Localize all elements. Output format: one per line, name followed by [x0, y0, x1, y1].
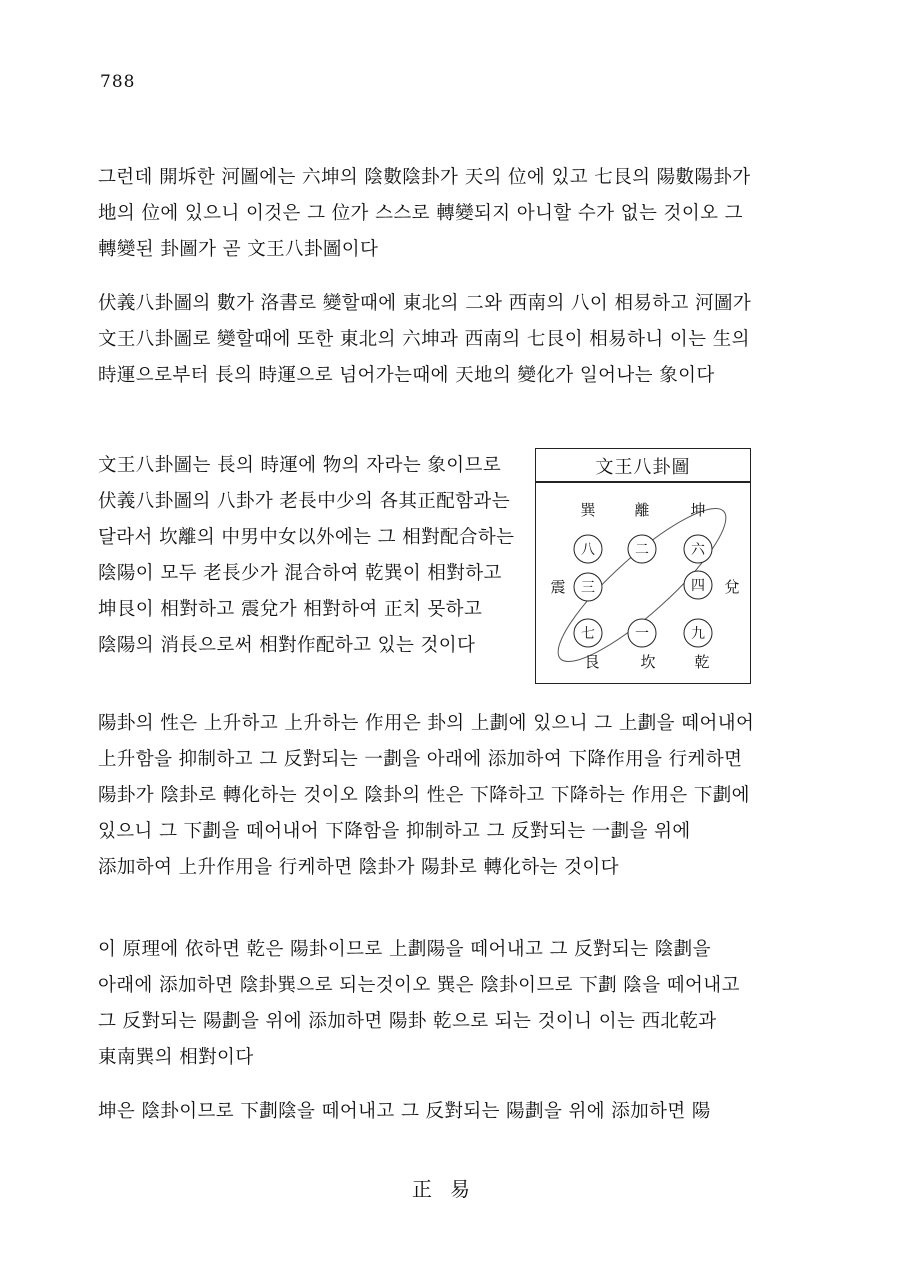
circle-middle-left: [574, 573, 602, 601]
circle-top-left: [574, 535, 602, 563]
circle-top-middle-numeral: 二: [635, 542, 649, 558]
circle-middle-left-numeral: 三: [581, 580, 595, 596]
circle-bottom-middle: [628, 619, 656, 647]
paragraph-6: 坤은 陰卦이므로 下劃陰을 떼어내고 그 反對되는 陽劃을 위에 添加하면 陽: [98, 1101, 711, 1122]
paragraph-5: 이 原理에 依하면 乾은 陽卦이므로 上劃陽을 떼어내고 그 反對되는 陰劃을 아래에 添加하면 陰卦巽으로 되는것이오 巽은 陰卦이므로 下劃 陰을 떼어내고 그 反對되는 陽劃을 위에 添加하면 陽卦 乾으로 되는 것이니 이는 西北乾과 東南巽의 相對이다: [98, 939, 740, 1068]
circle-bottom-left-numeral: 七: [581, 626, 595, 642]
circle-top-left-numeral: 八: [581, 542, 595, 558]
label-li: 離: [634, 501, 650, 519]
circle-bottom-right-numeral: 九: [691, 626, 705, 642]
circle-middle-right: [684, 571, 712, 599]
circle-bottom-right: [684, 619, 712, 647]
label-gen: 艮: [584, 653, 600, 671]
circle-top-right: [684, 535, 712, 563]
label-xun: 巽: [580, 501, 596, 519]
page-number: 788: [100, 72, 136, 92]
diagram-figure: [536, 449, 750, 683]
circle-top-middle: [628, 535, 656, 563]
label-qian: 乾: [694, 653, 710, 671]
circle-bottom-left: [574, 619, 602, 647]
circle-bottom-middle-numeral: 一: [635, 626, 649, 642]
diagram-title: 文王八卦圖: [595, 457, 691, 478]
label-kan: 坎: [640, 653, 656, 671]
paragraph-1: 그런데 開坼한 河圖에는 六坤의 陰數陰卦가 天의 位에 있고 七艮의 陽數陽卦가 地의 位에 있으니 이것은 그 位가 스스로 轉變되지 아니할 수가 없는 것이오 그 轉變된 卦圖가 곧 文王八卦圖이다: [98, 167, 751, 260]
label-dui: 兌: [724, 578, 740, 596]
circle-top-right-numeral: 六: [691, 542, 705, 558]
label-kun: 坤: [690, 501, 706, 519]
label-zhen: 震: [550, 578, 566, 596]
king-wen-eight-trigram-diagram: [535, 448, 751, 684]
circle-middle-right-numeral: 四: [691, 578, 705, 594]
paragraph-4: 陽卦의 性은 上升하고 上升하는 作用은 卦의 上劃에 있으니 그 上劃을 떼어내어 上升함을 抑制하고 그 反對되는 一劃을 아래에 添加하여 下降作用을 行케하면 陽卦가 陰卦로 轉化하는 것이오 陰卦의 性은 下降하고 下降하는 作用은 下劃에 있으니 그 下劃을 떼어내어 下降함을 抑制하고 그 反對되는 一劃을 위에 添加하여 上升作用을 行케하면 陰卦가 陽卦로 轉化하는 것이다: [98, 713, 755, 878]
paragraph-3: 文王八卦圖는 長의 時運에 物의 자라는 象이므로 伏義八卦圖의 八卦가 老長中少의 各其正配함과는 달라서 坎離의 中男中女以外에는 그 相對配合하는 陰陽이 모두 老長少가 混合하여 乾巽이 相對하고 坤艮이 相對하고 震兌가 相對하여 正치 못하고 陰陽의 消長으로써 相對作配하고 있는 것이다: [98, 455, 515, 656]
paragraph-2: 伏義八卦圖의 數가 洛書로 變할때에 東北의 二와 西南의 八이 相易하고 河圖가 文王八卦圖로 變할때에 또한 東北의 六坤과 西南의 七艮이 相易하니 이는 生의 時運으로부터 長의 時運으로 넘어가는때에 天地의 變化가 일어나는 象이다: [98, 293, 752, 386]
footer-book-title: 正易: [412, 1177, 488, 1201]
